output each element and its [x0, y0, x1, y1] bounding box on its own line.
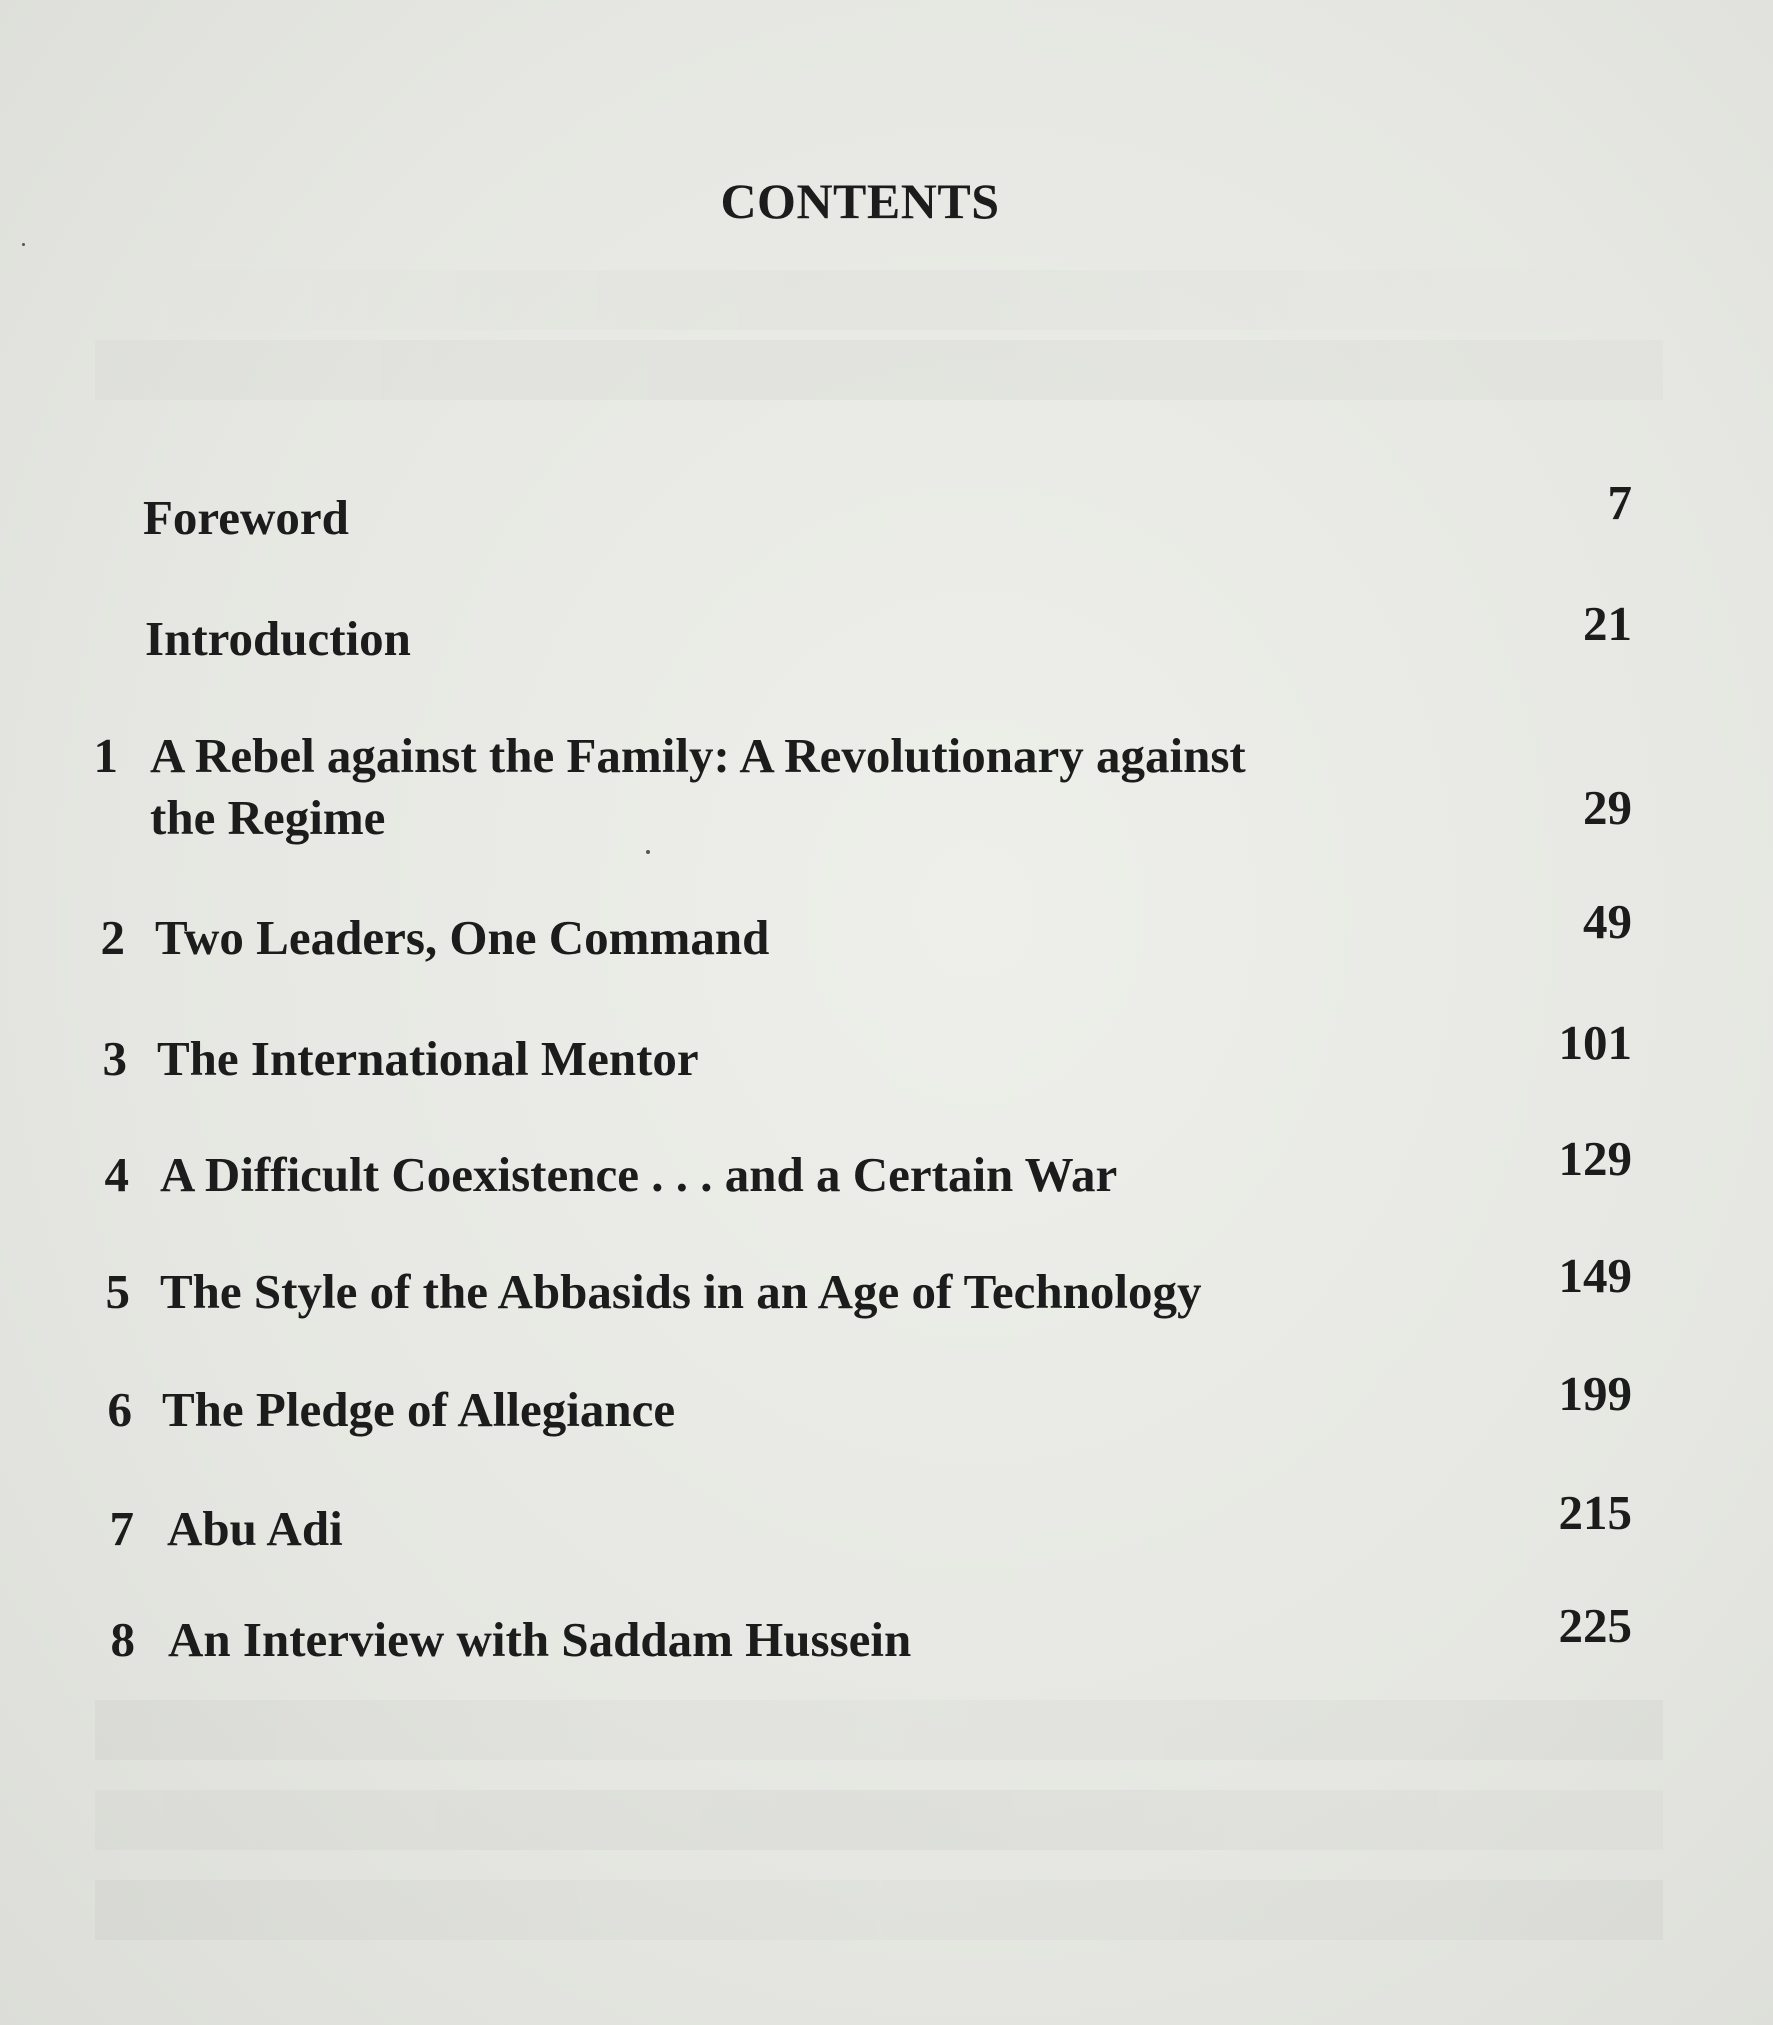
toc-entry-page: 49	[1583, 894, 1632, 949]
show-through-texture	[95, 1790, 1663, 1850]
toc-entry-page: 21	[1583, 596, 1632, 651]
dust-speck	[22, 243, 25, 246]
toc-entry-title-continued: the Regime	[150, 790, 386, 845]
toc-entry-title: Two Leaders, One Command	[155, 910, 770, 965]
toc-entry-number: 2	[100, 910, 125, 965]
toc-entry-title: Abu Adi	[167, 1501, 343, 1556]
dust-speck	[646, 850, 650, 854]
toc-entry-number: 4	[104, 1147, 129, 1202]
toc-entry-page: 199	[1558, 1366, 1632, 1421]
show-through-texture	[95, 1700, 1663, 1760]
toc-entry-number: 7	[109, 1501, 134, 1556]
toc-entry-page: 215	[1558, 1485, 1632, 1540]
toc-entry-page: 29	[1583, 780, 1632, 835]
toc-entry-number: 6	[107, 1382, 132, 1437]
toc-entry-title: The Style of the Abbasids in an Age of Technology	[160, 1264, 1202, 1319]
toc-entry-page: 7	[1607, 475, 1632, 530]
toc-entry-title: A Difficult Coexistence . . . and a Certain War	[160, 1147, 1118, 1202]
toc-entry-number: 3	[102, 1031, 127, 1086]
contents-heading: CONTENTS	[720, 173, 1000, 229]
toc-entry-number: 8	[110, 1612, 135, 1667]
show-through-texture	[95, 1880, 1663, 1940]
toc-entry-number: 1	[93, 728, 118, 783]
toc-entry-title: Foreword	[143, 490, 349, 545]
show-through-texture	[95, 270, 1663, 330]
toc-entry-page: 225	[1558, 1598, 1632, 1653]
show-through-texture	[95, 340, 1663, 400]
toc-entry-title: An Interview with Saddam Hussein	[168, 1612, 912, 1667]
toc-entry-title: Introduction	[145, 611, 411, 666]
toc-entry-title: The Pledge of Allegiance	[162, 1382, 676, 1437]
toc-entry-title: The International Mentor	[157, 1031, 699, 1086]
toc-entry-page: 101	[1558, 1015, 1632, 1070]
toc-entry-number: 5	[105, 1264, 130, 1319]
toc-entry-page: 149	[1558, 1248, 1632, 1303]
toc-entry-title: A Rebel against the Family: A Revolutionary against	[150, 728, 1246, 783]
toc-entry-page: 129	[1558, 1131, 1632, 1186]
